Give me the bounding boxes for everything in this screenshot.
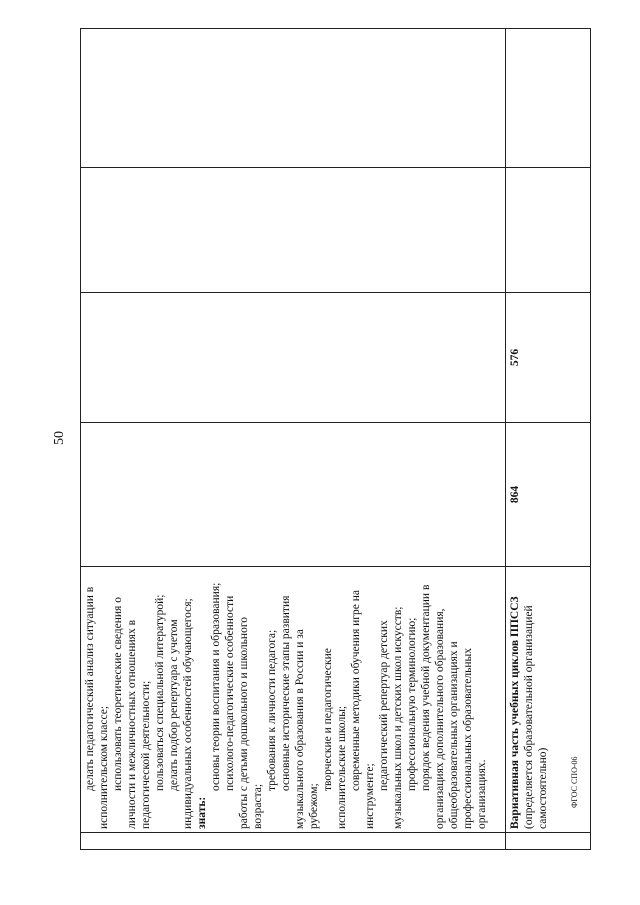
competency-line: профессиональных образовательных (462, 648, 474, 829)
competency-line: требования к личности педагога; (266, 629, 278, 791)
footer-label: ФГОС СПО-06 (570, 756, 579, 808)
cell-hours-total (506, 423, 591, 567)
variative-subtitle-line-1: (определяется образовательной организацией (523, 605, 535, 829)
cell-empty-discipline (81, 168, 506, 293)
competency-line: порядок ведения учебной документации в (420, 584, 432, 791)
competency-line: музыкальных школ и детских школ искусств; (392, 606, 404, 829)
competency-line: знать: (196, 796, 208, 829)
variative-subtitle-line-2: самостоятельно) (537, 747, 549, 829)
competency-line: современные методики обучения игре на (350, 590, 362, 791)
competency-line: педагогической деятельности; (140, 680, 152, 829)
competency-line: профессиональную терминологию; (406, 617, 418, 791)
competency-line: личности и межличностных отношениях в (126, 619, 138, 829)
table-row-competencies (81, 29, 506, 850)
cell-empty-index (506, 833, 591, 850)
table-row-variative (506, 29, 591, 850)
cell-hours-classroom (506, 293, 591, 423)
competency-line: делать педагогический анализ ситуации в (84, 586, 96, 791)
competency-line: рубежом; (308, 783, 320, 829)
competency-line: делать подбор репертуара с учетом (168, 619, 180, 791)
competency-line: исполнительском классе; (98, 705, 110, 829)
competency-lines (81, 567, 489, 832)
cell-empty-competence-codes (506, 29, 591, 168)
competency-line: психолого-педагогические особенности (224, 595, 236, 791)
variative-title: Вариативная часть учебных циклов ППССЗ (509, 596, 521, 829)
cell-empty-hours-total (81, 423, 506, 567)
competency-line: основные исторические этапы развития (280, 595, 292, 791)
hours-total-value: 864 (509, 485, 521, 504)
competency-line: музыкального образования в России и за (294, 629, 306, 829)
competency-line: педагогический репертуар детских (378, 620, 390, 791)
curriculum-table (80, 28, 591, 850)
page-number: 50 (52, 431, 67, 445)
cell-empty-discipline (506, 168, 591, 293)
competency-line: индивидуальных особенностей обучающегося; (182, 598, 194, 829)
competency-line: работы с детьми дошкольного и школьного (238, 617, 250, 829)
cell-empty-competence-codes (81, 29, 506, 168)
competency-line: организациях. (476, 759, 488, 829)
cell-empty-index (81, 833, 506, 850)
competency-line: использовать теоретические сведения о (112, 597, 124, 791)
cell-competency-text (81, 567, 506, 833)
competency-line: пользоваться специальной литературой; (154, 594, 166, 791)
competency-line: творческие и педагогические (322, 648, 334, 791)
competency-line: организациях дополнительного образования, (434, 608, 446, 829)
competency-line: исполнительские школы; (336, 705, 348, 829)
cell-empty-hours-classroom (81, 293, 506, 423)
competency-line: инструменте; (364, 763, 376, 829)
competency-line: возраста; (252, 783, 264, 829)
hours-classroom-value: 576 (509, 348, 521, 367)
competency-line: основы теории воспитания и образования; (210, 582, 222, 791)
competency-line: общеобразовательных организациях и (448, 641, 460, 829)
rotated-table-wrapper (80, 35, 590, 850)
